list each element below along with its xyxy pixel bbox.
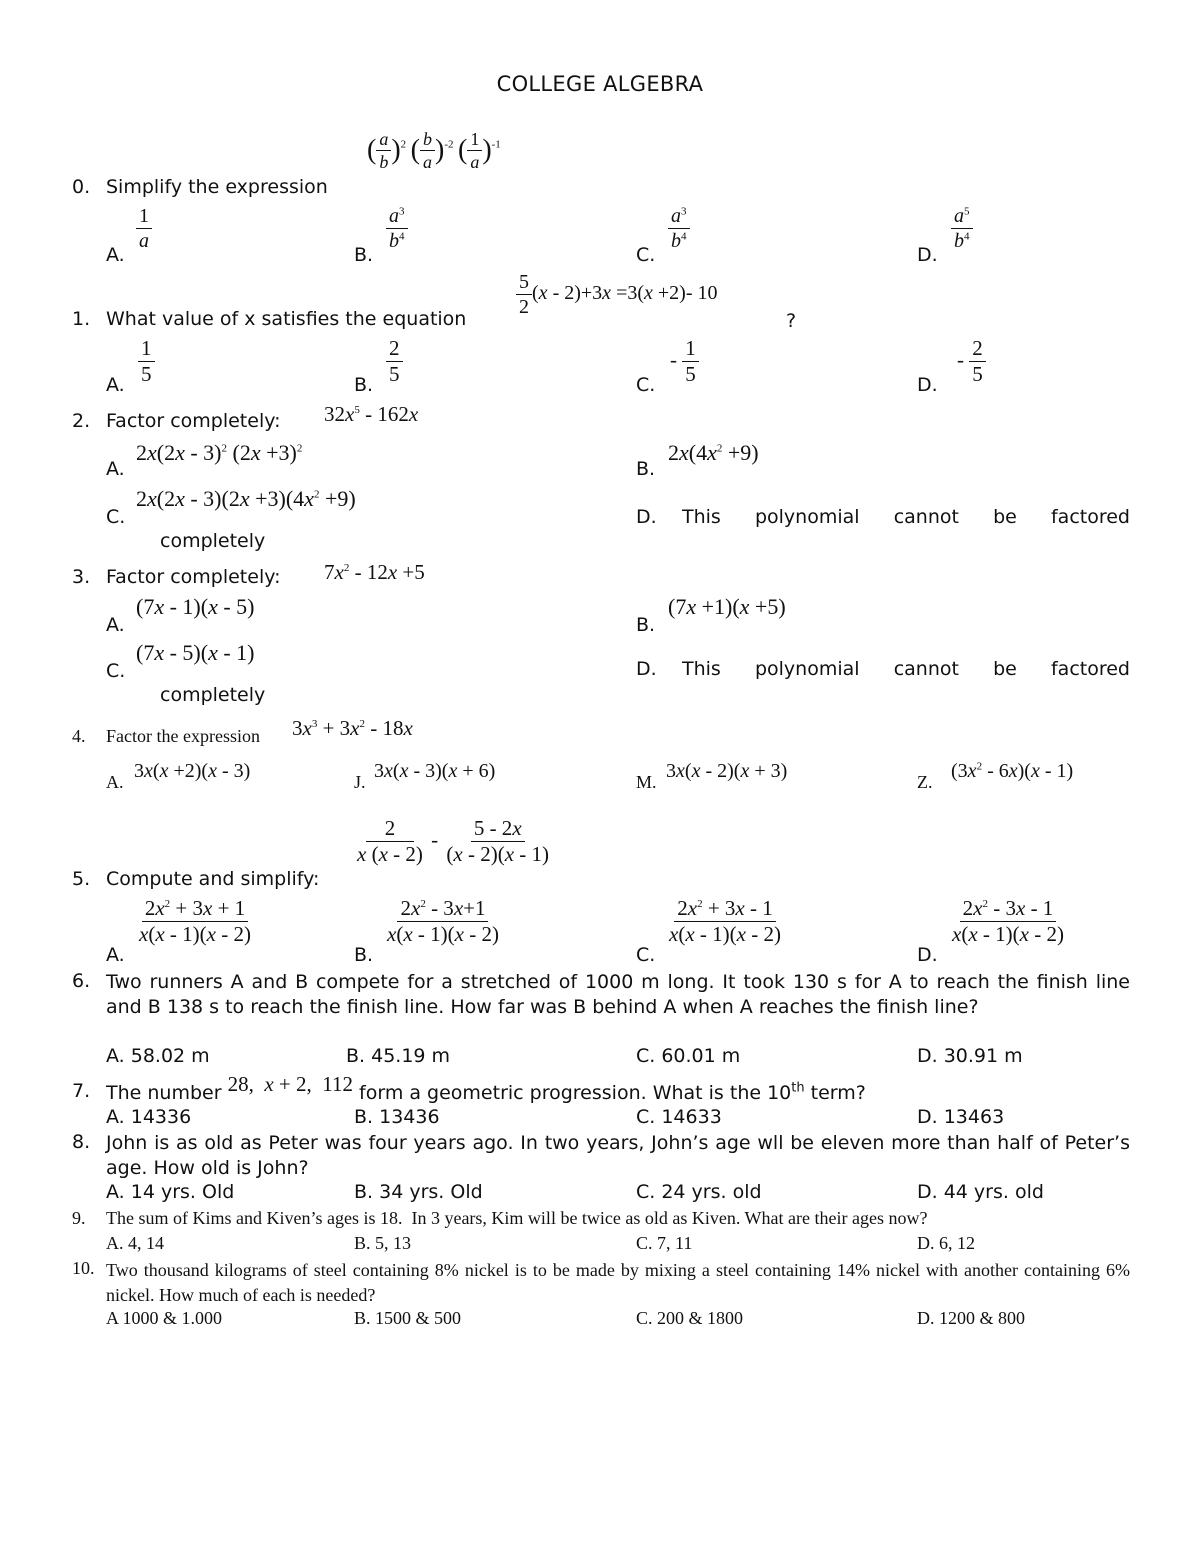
question-8 bbox=[72, 1131, 1130, 1207]
question-text: The number 28, x + 2, 112 form a geometric progression. What is the 10th term? bbox=[106, 1072, 866, 1104]
option-label: D. bbox=[636, 506, 657, 528]
question-number: 7. bbox=[72, 1080, 91, 1102]
question-4: 4. Factor the expression $3x^3 + 3x^2 - 18x$ A. 3x(x +2)(x - 3) J. 3x(x - 3)(x + 6) M. 3x(x - 2)(x + 3) Z. $(3x^2 - 6x)(x - 1)$ bbox=[72, 716, 1130, 796]
option-d-wrap: completely bbox=[160, 684, 266, 706]
question-number: 3. bbox=[72, 566, 91, 588]
fraction: $\frac{2x^2 + 3x + 1}{x(x - 1)(x - 2)}$ bbox=[139, 896, 251, 946]
expression-image: $3x^3 + 3x^2 - 18x$ bbox=[292, 716, 413, 740]
expression-image: $\frac{2}{x (x - 2)}$ - $\frac{5 - 2x}{(x - 2)(x - 1)}$ bbox=[357, 816, 550, 866]
question-mark: ? bbox=[786, 310, 797, 332]
option-a[interactable]: A. 4, 14 bbox=[106, 1233, 164, 1253]
expression-image: ( $\frac{a}{b}$ )$^2$ ( $\frac{b}{a}$ )$^{-2}$ ( $\frac{1}{a}$ )$^{-1}$ bbox=[367, 129, 501, 172]
question-text: Two runners A and B compete for a stretched of 1000 m long. It took 130 s for A to reach the finish line and B 138 s to reach the finish line. How far was B behind A when A reaches the finish line? bbox=[106, 971, 1130, 1018]
option-d[interactable]: D. 6, 12 bbox=[917, 1233, 975, 1253]
question-text: Compute and simplify: bbox=[106, 868, 320, 890]
question-text: Factor completely: bbox=[106, 410, 281, 432]
fraction: - $\frac{1}{5}$ bbox=[670, 338, 699, 385]
question-1: 1. What value of x satisfies the equation $\frac{5}{2}$ (x - 2)+3x =3(x +2)- 10 ? A. $\frac{1}{5}$ B. $\frac{2}{5}$ C. - $\frac{1}{5}$ D. - $\frac{2}{5}$ bbox=[72, 272, 1130, 402]
option-b[interactable]: B. 5, 13 bbox=[354, 1233, 412, 1253]
option-b[interactable]: B. 45.19 m bbox=[346, 1045, 451, 1067]
option-d[interactable]: D. 30.91 m bbox=[917, 1045, 1023, 1067]
option-a[interactable]: A 1000 & 1.000 bbox=[106, 1308, 223, 1328]
fraction: $\frac{2}{5}$ bbox=[386, 338, 403, 385]
question-number: 4. bbox=[72, 726, 86, 746]
expression: 3x(x +2)(x - 3) bbox=[134, 760, 251, 782]
option-b[interactable]: B. 1500 & 500 bbox=[354, 1308, 462, 1328]
fraction: $\frac{a^3}{b^4}$ bbox=[386, 206, 408, 251]
option-text: This polynomial cannot be factored bbox=[682, 506, 1130, 528]
equation-image: $\frac{5}{2}$ (x - 2)+3x =3(x +2)- 10 bbox=[516, 272, 718, 317]
question-text: Simplify the expression bbox=[106, 176, 328, 198]
fraction: $\frac{2x^2 + 3x - 1}{x(x - 1)(x - 2)}$ bbox=[669, 896, 781, 946]
question-text: Factor completely: bbox=[106, 566, 281, 588]
question-text: What value of x satisfies the equation bbox=[106, 308, 467, 330]
option-d[interactable]: D. 1200 & 800 bbox=[917, 1308, 1025, 1328]
fraction: $\frac{1}{5}$ bbox=[138, 338, 155, 385]
expression-image: $32x^5 - 162x$ bbox=[324, 402, 419, 426]
fraction: $\frac{a^3}{b^4}$ bbox=[668, 206, 690, 251]
question-number: 9. bbox=[72, 1208, 86, 1228]
option-d-wrap: completely bbox=[160, 530, 266, 552]
option-d[interactable]: D. 13463 bbox=[917, 1106, 1005, 1128]
question-number: 2. bbox=[72, 410, 91, 432]
sequence-image: 28, x + 2, 112 bbox=[227, 1072, 353, 1096]
option-d[interactable]: D. 44 yrs. old bbox=[917, 1181, 1044, 1203]
question-number: 8. bbox=[72, 1131, 91, 1153]
question-6 bbox=[72, 970, 1130, 1070]
option-a[interactable]: A. 58.02 m bbox=[106, 1045, 210, 1067]
option-a[interactable]: A. 14336 bbox=[106, 1106, 192, 1128]
question-text: John is as old as Peter was four years ago. In two years, John’s age wll be eleven more than half of Peter’s age. How old is John? bbox=[106, 1132, 1130, 1179]
question-5: 5. Compute and simplify: $\frac{2}{x (x - 2)}$ - $\frac{5 - 2x}{(x - 2)(x - 1)}$ A. $\frac{2x^2 + 3x + 1}{x(x - 1)(x - 2)}$ B. $\frac{2x^2 - 3x+1}{x(x - 1)(x - 2)}$ C. $\frac{2x^2 + 3x - 1}{x(x - 1)(x - 2)}$ D. $\frac{2x^2 - 3x - 1}{x(x - 1)(x - 2)}$ bbox=[72, 818, 1130, 968]
fraction: - $\frac{2}{5}$ bbox=[957, 338, 986, 385]
expression: 2x(2x - 3)$^2$ $(2x +3)^2$ bbox=[136, 440, 303, 465]
expression: (7x - 5)(x - 1) bbox=[136, 640, 255, 665]
expression: (7x - 1)(x - 5) bbox=[136, 594, 255, 619]
option-c[interactable]: C. 14633 bbox=[636, 1106, 722, 1128]
option-c[interactable]: C. 60.01 m bbox=[636, 1045, 741, 1067]
question-number: 1. bbox=[72, 308, 91, 330]
option-c[interactable]: C. 7, 11 bbox=[636, 1233, 693, 1253]
question-0: 0. Simplify the expression ( $\frac{a}{b}$ )$^2$ ( $\frac{b}{a}$ )$^{-2}$ ( $\frac{1}{a}$ )$^{-1}$ A. $\frac{1}{a}$ B. $\frac{a^3}{b^4}$ C. $\frac{a^3}{b^4}$ D. $\frac{a^5}{b^4}$ bbox=[72, 130, 1130, 270]
question-10 bbox=[72, 1258, 1130, 1338]
expression-image: $7x^2 - 12x +5$ bbox=[324, 560, 425, 584]
question-text: Two thousand kilograms of steel containing 8% nickel is to be made by mixing a steel containing 14% nickel with another containing 6% nickel. How much of each is needed? bbox=[106, 1260, 1130, 1305]
expression: $2x(4x^2 +9)$ bbox=[668, 440, 759, 465]
option-c[interactable]: C. 24 yrs. old bbox=[636, 1181, 762, 1203]
fraction: $\frac{1}{a}$ bbox=[136, 206, 152, 251]
question-text: The sum of Kims and Kiven’s ages is 18. In 3 years, Kim will be twice as old as Kiven. What are their ages now? bbox=[106, 1208, 928, 1228]
question-2: 2. Factor completely: $32x^5 - 162x$ A. 2x(2x - 3)$^2$ $(2x +3)^2$ B. $2x(4x^2 +9)$ C. $2x(2x - 3)(2x +3)(4x^2 +9)$ D. This polynomial cannot be factored completely bbox=[72, 402, 1130, 552]
question-number: 10. bbox=[72, 1258, 95, 1278]
question-9 bbox=[72, 1208, 1130, 1258]
expression: $2x(2x - 3)(2x +3)(4x^2 +9)$ bbox=[136, 486, 356, 511]
question-number: 0. bbox=[72, 176, 91, 198]
expression: 3x(x - 2)(x + 3) bbox=[666, 760, 788, 782]
question-number: 6. bbox=[72, 970, 91, 992]
expression: $(3x^2 - 6x)(x - 1)$ bbox=[951, 760, 1074, 782]
page-title: COLLEGE ALGEBRA bbox=[496, 72, 704, 96]
option-b[interactable]: B. 13436 bbox=[354, 1106, 440, 1128]
option-b[interactable]: B. 34 yrs. Old bbox=[354, 1181, 483, 1203]
expression: (7x +1)(x +5) bbox=[668, 594, 786, 619]
question-text: Factor the expression bbox=[106, 726, 260, 746]
fraction: $\frac{2x^2 - 3x+1}{x(x - 1)(x - 2)}$ bbox=[387, 896, 499, 946]
option-c[interactable]: C. 200 & 1800 bbox=[636, 1308, 744, 1328]
expression: 3x(x - 3)(x + 6) bbox=[374, 760, 496, 782]
question-3: 3. Factor completely: $7x^2 - 12x +5$ A. (7x - 1)(x - 5) B. (7x +1)(x +5) C. (7x - 5)(x - 1) D. This polynomial cannot be factored completely bbox=[72, 560, 1130, 706]
question-number: 5. bbox=[72, 868, 91, 890]
option-text: This polynomial cannot be factored bbox=[682, 658, 1130, 680]
fraction: $\frac{2x^2 - 3x - 1}{x(x - 1)(x - 2)}$ bbox=[952, 896, 1064, 946]
option-a[interactable]: A. 14 yrs. Old bbox=[106, 1181, 235, 1203]
question-7 bbox=[72, 1072, 1130, 1132]
fraction: $\frac{a^5}{b^4}$ bbox=[951, 206, 973, 251]
